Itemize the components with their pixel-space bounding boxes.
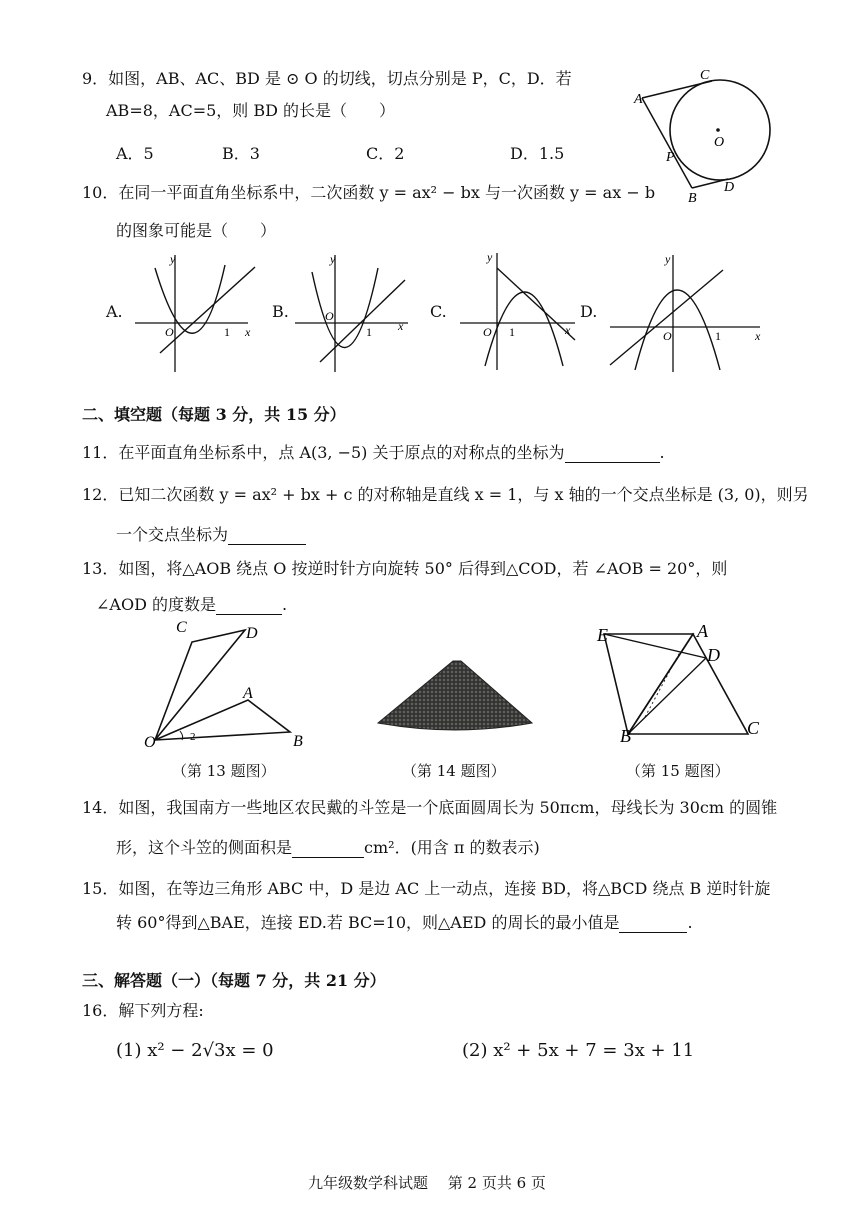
q10-graph-b [290, 250, 420, 375]
q10-option-c-label: C. [430, 302, 447, 321]
q11-end: . [659, 443, 665, 462]
label-b: B [293, 733, 303, 750]
origin-label: O [663, 329, 672, 343]
one-label: 1 [715, 329, 721, 343]
tangent-ab [642, 98, 692, 188]
origin-label: O [165, 325, 174, 339]
y-label: y [487, 250, 493, 264]
q15-answer-blank[interactable] [619, 913, 687, 933]
label-a: A [697, 621, 708, 641]
q9-line1: 9．如图，AB、AC、BD 是 ⊙ O 的切线，切点分别是 P，C，D．若 [82, 69, 572, 88]
q9-option-d: D．1.5 [510, 144, 565, 163]
one-label: 1 [224, 325, 230, 339]
hat-image [378, 661, 532, 730]
q11-text [82, 440, 665, 463]
q10-line1: 10．在同一平面直角坐标系中，二次函数 y = ax² − bx 与一次函数 y = ax − b [82, 183, 656, 202]
y-label: y [170, 252, 176, 266]
caption-q15: （第 15 题图） [626, 762, 730, 780]
label-c: C [747, 718, 760, 738]
x-label: x [565, 323, 571, 337]
q12-line1: 12．已知二次函数 y = ax² + bx + c 的对称轴是直线 x = 1，与 x 轴的一个交点坐标是 (3, 0)，则另 [82, 485, 809, 504]
label-c: C [700, 68, 710, 83]
caption-q13: （第 13 题图） [172, 762, 276, 780]
x-label: x [245, 325, 251, 339]
q13-prompt: ∠AOD 的度数是 [96, 595, 216, 614]
label-b: B [688, 191, 697, 206]
page-footer: 九年级数学科试题 第 2 页共 6 页 [308, 1174, 546, 1192]
label-a: A [243, 685, 253, 702]
q14-prompt: 形，这个斗笠的侧面积是 [116, 838, 293, 857]
q12-line2 [116, 522, 306, 545]
y-label: y [665, 252, 671, 266]
tangent-bd [692, 179, 728, 188]
q15-line2 [116, 910, 693, 933]
q11-answer-blank[interactable] [565, 443, 660, 463]
section2-title: 二、填空题（每题 3 分，共 15 分） [82, 405, 346, 424]
line [610, 270, 723, 365]
triangle-abc [628, 634, 748, 734]
q16-line1: 16．解下列方程: [82, 1001, 204, 1020]
q13-line1: 13．如图，将△AOB 绕点 O 按逆时针方向旋转 50° 后得到△COD，若 ∠AOB = 20°，则 [82, 559, 728, 578]
label-angle: 2 [190, 731, 196, 743]
line [160, 267, 255, 353]
q12-answer-blank[interactable] [228, 525, 306, 545]
q9-line2: AB=8，AC=5，则 BD 的长是（ ） [106, 101, 396, 120]
q10-line2: 的图象可能是（ ） [116, 221, 277, 240]
label-d: D [246, 625, 258, 642]
q13-end: . [282, 595, 288, 614]
q10-option-d-label: D. [580, 302, 598, 321]
q16-eq2: (2) x² + 5x + 7 = 3x + 11 [462, 1040, 695, 1061]
section3-title: 三、解答题（一）（每题 7 分，共 21 分） [82, 971, 386, 990]
q13-answer-blank[interactable] [216, 595, 282, 615]
segment-bd [628, 658, 706, 734]
tangent-ac [642, 81, 712, 98]
triangle-aob [155, 700, 290, 740]
q14-line2 [116, 835, 540, 858]
q10-option-a-label: A. [106, 302, 123, 321]
q12-prompt: 一个交点坐标为 [116, 525, 229, 544]
q10-graph-d [605, 250, 765, 375]
label-e: E [597, 625, 608, 645]
label-p: P [666, 150, 675, 165]
x-label: x [398, 319, 404, 333]
origin-label: O [325, 309, 334, 323]
label-o: O [714, 135, 725, 150]
label-d: D [724, 180, 735, 195]
one-label: 1 [509, 325, 515, 339]
one-label: 1 [366, 325, 372, 339]
label-c: C [176, 619, 187, 636]
q10-graph-a [130, 250, 260, 375]
q10-option-b-label: B. [272, 302, 289, 321]
q14-unit: cm²．(用含 π 的数表示) [364, 838, 540, 857]
q14-figure [375, 655, 535, 735]
q14-line1: 14．如图，我国南方一些地区农民戴的斗笠是一个底面圆周长为 50πcm，母线长为 30cm 的圆锥 [82, 798, 778, 817]
q15-line1: 15．如图，在等边三角形 ABC 中，D 是边 AC 上一动点，连接 BD，将△BCD 绕点 B 逆时针旋 [82, 879, 771, 898]
q13-figure [140, 620, 320, 755]
origin-label: O [483, 325, 492, 339]
q15-prompt: 转 60°得到△BAE，连接 ED.若 BC=10，则△AED 的周长的最小值是 [116, 913, 620, 932]
label-a: A [634, 92, 643, 107]
q16-eq1: (1) x² − 2√3x = 0 [116, 1040, 274, 1061]
q15-figure [590, 622, 780, 747]
triangle-cod [155, 630, 245, 740]
y-label: y [330, 252, 336, 266]
label-b: B [620, 726, 631, 746]
q9-option-a: A．5 [116, 144, 154, 163]
q15-end: . [687, 913, 693, 932]
q9-option-b: B．3 [222, 144, 260, 163]
q14-answer-blank[interactable] [292, 838, 364, 858]
center-dot [716, 128, 720, 132]
caption-q14: （第 14 题图） [402, 762, 506, 780]
label-o: O [144, 734, 156, 751]
q13-line2 [96, 592, 287, 615]
parabola [635, 290, 720, 370]
circle-o [670, 80, 770, 180]
q9-option-c: C．2 [366, 144, 405, 163]
q10-graph-c [455, 248, 585, 373]
label-d: D [707, 645, 720, 665]
q11-prompt: 11．在平面直角坐标系中，点 A(3, −5) 关于原点的对称点的坐标为 [82, 443, 565, 462]
x-label: x [755, 329, 761, 343]
